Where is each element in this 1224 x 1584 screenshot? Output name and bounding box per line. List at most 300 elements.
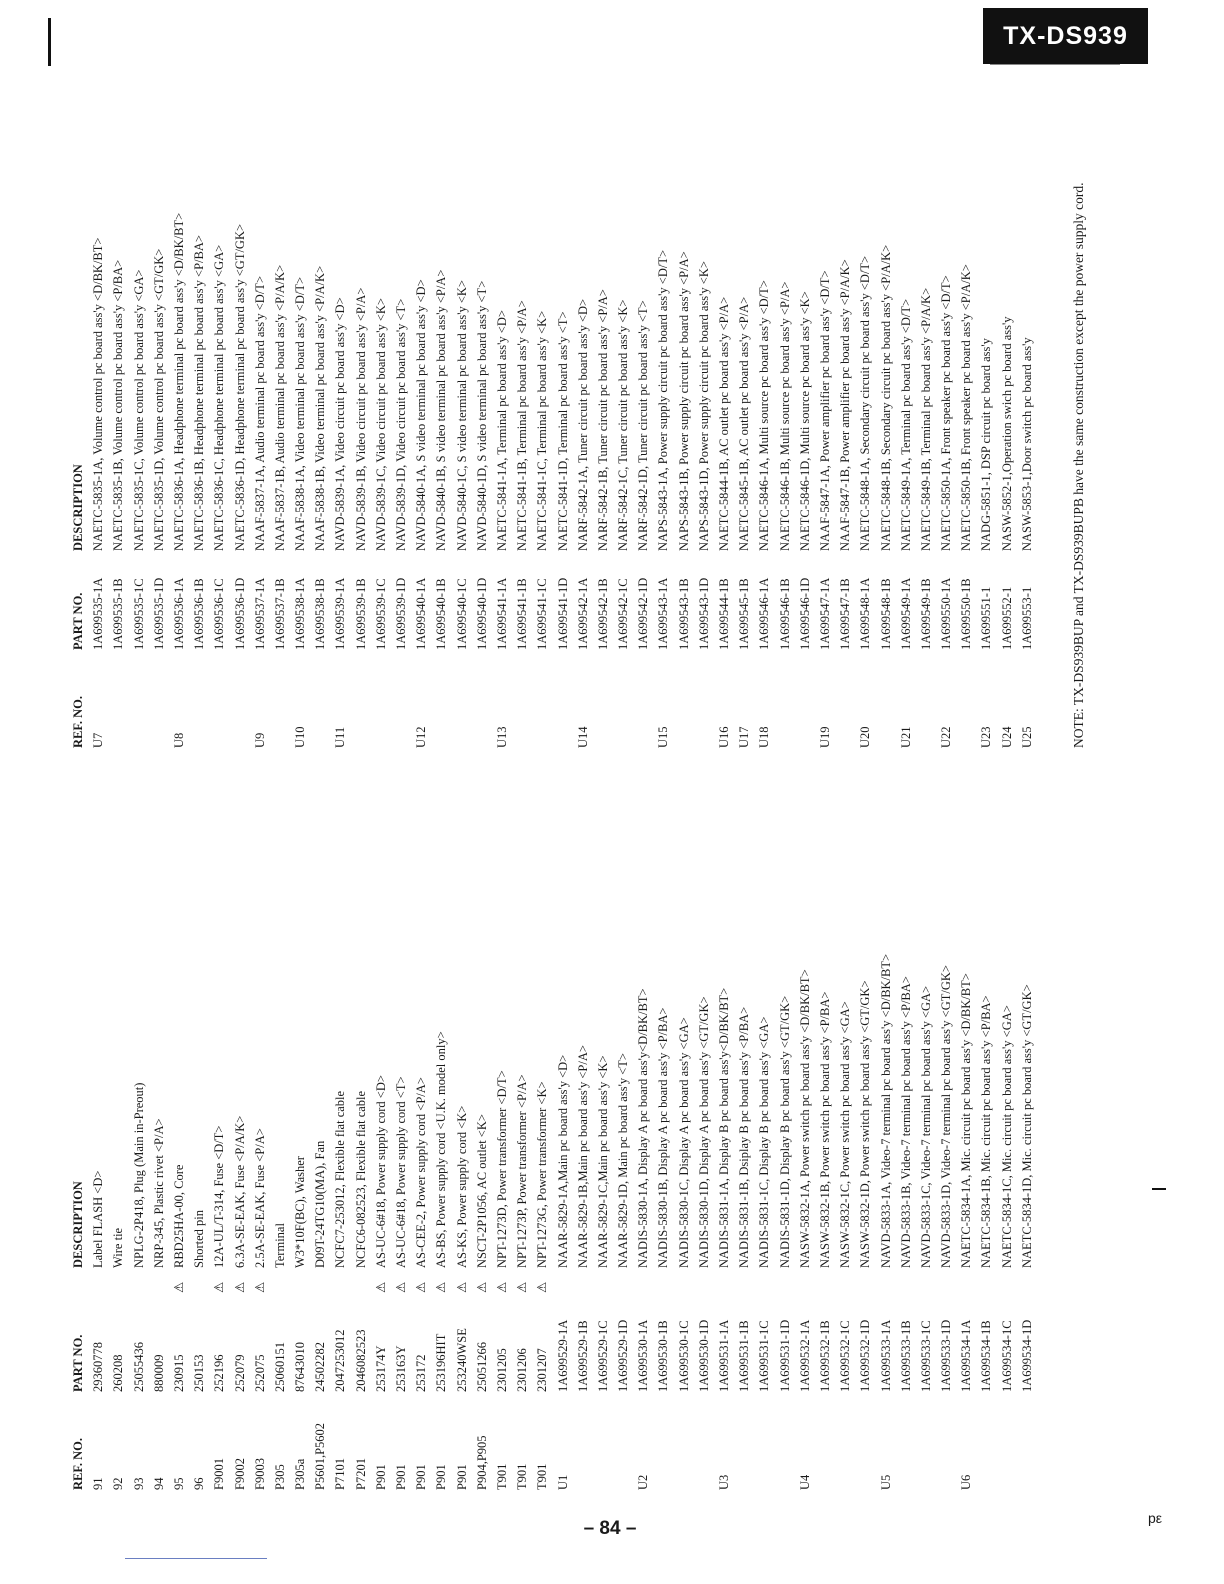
part-no: 230915	[171, 1354, 186, 1392]
part-no: 24502282	[313, 1342, 328, 1392]
warning-triangle-icon	[270, 1268, 290, 1293]
description: NSCT-2P1056, AC outlet <K>	[474, 1114, 489, 1268]
ref-no: U10	[293, 726, 308, 748]
description: NAETC-5835-1D, Volume control pc board ass'y <GT/GK>	[151, 248, 166, 551]
description: NAETC-5836-1B, Headphone terminal pc board ass'y <P/BA>	[192, 235, 207, 551]
table-row	[129, 213, 149, 748]
description: NCFC6-082523, Flexible flat cable	[353, 1090, 368, 1268]
table-row	[250, 954, 270, 1490]
ref-no	[209, 650, 229, 748]
description: 6.3A-SE-EAK, Fuse <P/A/K>	[232, 1115, 247, 1268]
table-row	[209, 954, 229, 1490]
table-row	[411, 213, 431, 748]
table-row	[714, 213, 734, 748]
part-no: 1A699531-1D	[777, 1319, 792, 1392]
part-no: 87643010	[293, 1342, 308, 1392]
ref-no: U3	[717, 1474, 731, 1490]
part-no: 1A699538-1A	[293, 577, 308, 650]
description: NAETC-5841-1A, Terminal pc board ass'y <D>	[494, 310, 509, 551]
description: D09T-24TG10(MA), Fan	[313, 1140, 328, 1268]
ref-no: U15	[656, 726, 671, 748]
part-no: 29360778	[91, 1342, 106, 1392]
ref-no	[916, 1392, 936, 1490]
ref-no	[230, 650, 250, 748]
table-row	[734, 954, 754, 1490]
ref-no	[835, 1392, 855, 1490]
table-row	[492, 954, 512, 1490]
ref-no	[653, 1392, 673, 1490]
description: NAAF-5847-1B, Power amplifier pc board ass'y <P/A/K>	[838, 259, 853, 551]
description: NASW-5832-1D, Power switch pc board ass'y <GT/GK>	[858, 980, 873, 1268]
ref-no	[472, 650, 492, 748]
part-no: 1A699541-1A	[494, 577, 509, 650]
description: AS-KS, Power supply cord <K>	[454, 1105, 469, 1268]
table-row	[270, 954, 290, 1490]
description: 2.5A-SE-EAK, Fuse <P/A>	[252, 1128, 267, 1268]
ref-no	[956, 650, 976, 748]
table-row	[108, 213, 128, 748]
table-row	[149, 213, 169, 748]
ref-no: U11	[333, 726, 348, 748]
part-no: 1A699530-1B	[656, 1320, 671, 1392]
description: NAETC-5841-1C, Terminal pc board ass'y <K>	[535, 310, 550, 551]
ref-no	[532, 650, 552, 748]
description: NAETC-5845-1B, AC outlet pc board ass'y <P/A>	[737, 296, 752, 551]
table-row	[330, 213, 350, 748]
part-no: 1A699532-1C	[838, 1320, 853, 1392]
description: NAETC-5835-1B, Volume control pc board ass'y <P/BA>	[111, 259, 126, 551]
warning-triangle-icon: ⚠	[394, 1281, 408, 1293]
part-no: 880009	[151, 1354, 166, 1392]
part-no: 1A699532-1B	[817, 1320, 832, 1392]
part-no: 1A699547-1A	[817, 577, 832, 650]
description: AS-UC-6#18, Power supply cord <D>	[373, 1075, 388, 1268]
table-row	[189, 954, 209, 1490]
ref-no	[573, 1392, 593, 1490]
description: AS-BS, Power supply cord <U.K. model only>	[434, 1031, 449, 1268]
description: NAETC-5849-1B, Terminal pc board ass'y <P/A/K>	[918, 287, 933, 551]
table-row	[290, 954, 310, 1490]
part-no: 1A699542-1B	[595, 578, 610, 650]
description: NAPS-5843-1B, Power supply circuit pc board ass'y <P/A>	[676, 251, 691, 551]
description: NAAR-5829-1C,Main pc board ass'y <K>	[595, 1055, 610, 1268]
table-row	[754, 954, 774, 1490]
part-no: 2046082523	[353, 1329, 368, 1392]
ref-no: U16	[717, 726, 731, 748]
table-row	[472, 213, 492, 748]
description: NADIS-5831-1D, Display B pc board ass'y <GT/GK>	[777, 995, 792, 1268]
table-row	[876, 213, 896, 748]
description: NAVD-5833-1B, Video-7 terminal pc board ass'y <P/BA>	[898, 976, 913, 1268]
table-row	[835, 954, 855, 1490]
description: NAETC-5846-1B, Multi source pc board ass'y <P/A>	[777, 281, 792, 551]
part-no: 1A699534-1B	[979, 1320, 994, 1392]
part-no: 25055436	[131, 1342, 146, 1392]
warning-triangle-icon	[815, 1268, 835, 1293]
warning-triangle-icon	[694, 1268, 714, 1293]
warning-triangle-icon: ⚠	[494, 1281, 509, 1293]
warning-triangle-icon	[330, 1268, 350, 1293]
description: NRP-345, Plastic rivet <P/A>	[151, 1118, 166, 1268]
description: NAPS-5843-1D, Power supply circuit pc board ass'y <K>	[696, 261, 711, 551]
ref-no: U22	[939, 726, 954, 748]
ref-no: T901	[494, 1463, 509, 1490]
description: NAVD-5833-1C, Video-7 terminal pc board ass'y <GA>	[918, 985, 933, 1268]
warning-triangle-icon: ⚠	[171, 1281, 186, 1293]
ref-no	[512, 650, 532, 748]
ref-no	[1017, 1392, 1037, 1490]
ref-no	[694, 1392, 714, 1490]
table-row	[230, 213, 250, 748]
warning-triangle-icon	[835, 1268, 855, 1293]
warning-triangle-icon	[795, 1268, 815, 1293]
part-no: 1A699546-1A	[757, 577, 772, 650]
table-row	[371, 954, 391, 1490]
part-no: 1A699539-1D	[394, 577, 408, 650]
table-row	[633, 213, 653, 748]
warning-triangle-icon	[855, 1268, 875, 1293]
part-no: 1A699543-1A	[656, 577, 671, 650]
part-no: 253174Y	[373, 1345, 388, 1392]
description: NAAF-5837-1A, Audio terminal pc board ass'y <D/T>	[252, 276, 267, 551]
ref-no: P5601,P5602	[313, 1422, 328, 1490]
part-no: 2301207	[535, 1348, 550, 1392]
description: NADIS-5831-1B, Dsiplay B pc board ass'y <P/BA>	[737, 1006, 752, 1268]
ref-no	[997, 1392, 1017, 1490]
table-row	[391, 213, 411, 748]
description: NAVD-5840-1B, S video terminal pc board ass'y <P/A>	[434, 269, 449, 551]
table-row	[916, 213, 936, 748]
description: Wire tie	[111, 1227, 126, 1268]
description: W3*10F(BC), Washer	[293, 1156, 308, 1268]
table-row	[653, 213, 673, 748]
table-row	[452, 213, 472, 748]
part-no: 1A699538-1B	[313, 578, 328, 650]
table-row	[997, 213, 1017, 748]
ref-no: 93	[131, 1477, 146, 1490]
part-no: 2047253012	[333, 1329, 348, 1392]
table-row	[936, 954, 956, 1490]
part-no: 1A699530-1A	[636, 1319, 651, 1392]
warning-triangle-icon: ⚠	[535, 1281, 550, 1293]
table-row	[169, 213, 189, 748]
part-no: 1A699536-1C	[212, 578, 227, 650]
ref-no: F9002	[232, 1458, 247, 1490]
part-no: 252079	[232, 1354, 247, 1392]
ref-no	[633, 650, 653, 748]
description: NAAF-5838-1A, Video terminal pc board ass'y <D/T>	[293, 276, 308, 551]
description: NAETC-5836-1C, Headphone terminal pc board ass'y <GA>	[212, 244, 227, 551]
ref-no: F9003	[252, 1458, 267, 1490]
ref-no: P901	[414, 1464, 429, 1490]
ref-no	[936, 1392, 956, 1490]
table-row	[734, 213, 754, 748]
ref-no: U9	[252, 732, 267, 748]
part-no: 1A699535-1D	[151, 577, 166, 650]
part-no: 1A699539-1C	[373, 578, 388, 650]
part-no: 250153	[192, 1354, 207, 1392]
ref-no: U4	[797, 1474, 812, 1490]
ref-no	[270, 650, 290, 748]
ref-no	[674, 1392, 694, 1490]
part-no: 1A699537-1A	[252, 577, 267, 650]
description: NPT-1273D, Power transformer <D/T>	[494, 1070, 509, 1268]
ref-no: U14	[575, 726, 590, 748]
table-row	[391, 954, 411, 1490]
warning-triangle-icon	[896, 1268, 916, 1293]
warning-triangle-icon	[290, 1268, 310, 1293]
ref-no: 95	[171, 1477, 186, 1490]
part-no: 1A699531-1C	[757, 1320, 772, 1392]
warning-triangle-icon	[734, 1268, 754, 1293]
description: NAETC-5835-1A, Volume control pc board ass'y <D/BK/BT>	[91, 237, 106, 551]
part-no: 252075	[252, 1354, 267, 1392]
table-row	[674, 954, 694, 1490]
warning-triangle-icon	[189, 1268, 209, 1293]
warning-triangle-icon: ⚠	[434, 1281, 449, 1293]
ref-no	[775, 1392, 795, 1490]
warning-triangle-icon	[876, 1268, 896, 1293]
description: NAETC-5849-1A, Terminal pc board ass'y <D/T>	[898, 298, 913, 551]
part-no: 1A699543-1D	[696, 577, 711, 650]
description: NAVD-5840-1C, S video terminal pc board ass'y <K>	[454, 280, 469, 551]
part-no: 1A699546-1B	[777, 578, 792, 650]
description: NAAR-5829-1D, Main pc board ass'y <T>	[616, 1053, 631, 1268]
part-no: 1A699552-1	[999, 586, 1014, 650]
table-row	[209, 213, 229, 748]
desc-header: DESCRIPTION	[71, 464, 85, 551]
warning-triangle-icon	[129, 1268, 149, 1293]
table-row	[1017, 213, 1037, 748]
part-no: 1A699533-1A	[878, 1319, 893, 1392]
ref-no: U20	[858, 726, 873, 748]
part-no: 1A699542-1D	[636, 577, 651, 650]
description: NAVD-5833-1D, Video-7 terminal pc board ass'y <GT/GK>	[939, 965, 954, 1268]
description: NAETC-5848-1A, Secondary circuit pc board ass'y <D/T>	[858, 255, 873, 551]
ref-no: P7101	[333, 1458, 348, 1490]
ref-no	[976, 1392, 996, 1490]
description: NAVD-5839-1D, Video circuit pc board ass'y <T>	[394, 298, 408, 551]
description: NAETC-5841-1D, Terminal pc board ass'y <T>	[555, 311, 570, 551]
ref-no: P305a	[293, 1458, 308, 1490]
part-no: 1A699540-1A	[414, 577, 429, 650]
part-no: 1A699539-1B	[353, 578, 368, 650]
part-no: 1A699541-1D	[555, 577, 570, 650]
description: NASW-5853-1,Door switch pc board ass'y	[1019, 337, 1034, 551]
description: NAVD-5833-1A, Video-7 terminal pc board ass'y <D/BK/BT>	[878, 953, 893, 1268]
description: NAVD-5840-1A, S video terminal pc board ass'y <D>	[414, 279, 429, 551]
ref-no	[189, 650, 209, 748]
warning-triangle-icon	[149, 1268, 169, 1293]
description: NADIS-5830-1A, Display A pc board ass'y<D/BK/BT>	[636, 988, 651, 1268]
description: NAETC-5848-1B, Secondary circuit pc board ass'y <P/A/K>	[878, 244, 893, 551]
parts-list-rotated	[68, 50, 1098, 1490]
corner-mark: pε	[1148, 1510, 1163, 1526]
part-no: 1A699534-1C	[999, 1320, 1014, 1392]
table-row	[674, 213, 694, 748]
table-row	[88, 213, 108, 748]
description: Shorted pin	[192, 1210, 207, 1268]
table-row	[330, 954, 350, 1490]
description: NAAR-5829-1B,Main pc board ass'y <P/A>	[575, 1045, 590, 1268]
ref-no: U18	[757, 726, 772, 748]
ref-no	[431, 650, 451, 748]
part-no: 1A699548-1B	[878, 578, 893, 650]
table-row	[129, 954, 149, 1490]
warning-triangle-icon: ⚠	[373, 1281, 388, 1293]
page-number: – 84 –	[583, 1518, 637, 1539]
ref-no	[593, 1392, 613, 1490]
description: NPT-1273P, Power transformer <P/A>	[515, 1074, 530, 1268]
part-no: 25060151	[272, 1342, 287, 1392]
table-row	[997, 954, 1017, 1490]
part-no: 1A699531-1A	[717, 1319, 731, 1392]
warning-triangle-icon: ⚠	[474, 1281, 489, 1293]
table-row	[775, 213, 795, 748]
bottom-rule	[125, 1558, 267, 1559]
description: NAAF-5837-1B, Audio terminal pc board ass'y <P/A/K>	[272, 264, 287, 551]
description: 12A-UL/T-314, Fuse <D/T>	[212, 1125, 227, 1268]
warning-triangle-icon	[108, 1268, 128, 1293]
part-no: 1A699541-1C	[535, 578, 550, 650]
ref-no	[593, 650, 613, 748]
warning-triangle-icon	[553, 1268, 573, 1293]
table-row	[532, 954, 552, 1490]
table-row	[714, 954, 734, 1490]
ref-no: U23	[979, 726, 994, 748]
table-row	[795, 954, 815, 1490]
description: NAVD-5839-1B, Video circuit pc board ass'y <P/A>	[353, 287, 368, 551]
part-no: 1A699547-1B	[838, 578, 853, 650]
description: NADG-5851-1, DSP circuit pc board ass'y	[979, 338, 994, 551]
table-row	[411, 954, 431, 1490]
table-row	[855, 954, 875, 1490]
ref-no	[371, 650, 391, 748]
warning-triangle-icon	[633, 1268, 653, 1293]
warning-triangle-icon: ⚠	[232, 1281, 247, 1293]
part-no: 1A699553-1	[1019, 586, 1034, 650]
description: NAETC-5850-1A, Front speaker pc board ass'y <D/T>	[939, 275, 954, 551]
description: AS-CEE-2, Power supply cord <P/A>	[414, 1077, 429, 1268]
part-no: 1A699535-1C	[131, 578, 146, 650]
part-no: 1A699533-1D	[939, 1319, 954, 1392]
warning-triangle-icon	[310, 1268, 330, 1293]
part-no: 1A699534-1D	[1019, 1319, 1034, 1392]
description: NAETC-5846-1A, Multi source pc board ass'y <D/T>	[757, 280, 772, 551]
warning-triangle-icon	[593, 1268, 613, 1293]
ref-no: U12	[414, 726, 429, 748]
warning-triangle-icon	[88, 1268, 108, 1293]
part-no: 1A699550-1A	[939, 577, 954, 650]
table-row	[351, 954, 371, 1490]
part-no: 2301205	[494, 1348, 509, 1392]
table-row	[855, 213, 875, 748]
part-no: 1A699542-1C	[616, 578, 631, 650]
table-row	[795, 213, 815, 748]
part-no: 1A699529-1B	[575, 1320, 590, 1392]
description: NARF-5842-1B, Tuner circuit pc board ass'y <P/A>	[595, 289, 610, 551]
description: NADIS-5831-1C, Display B pc board ass'y <GA>	[757, 1016, 772, 1268]
part-no: 1A699536-1B	[192, 578, 207, 650]
table-row	[976, 213, 996, 748]
part-no: 252196	[212, 1354, 227, 1392]
description: NARF-5842-1D, Tuner circuit pc board ass'y <T>	[636, 300, 651, 551]
warning-triangle-icon: ⚠	[414, 1281, 429, 1293]
ref-no	[775, 650, 795, 748]
part-no: 1A699543-1B	[676, 578, 691, 650]
table-row	[593, 954, 613, 1490]
margin-mark	[48, 18, 51, 66]
description: NAETC-5844-1B, AC outlet pc board ass'y <P/A>	[717, 296, 731, 551]
warning-triangle-icon: ⚠	[252, 1281, 267, 1293]
ref-no: P901	[373, 1464, 388, 1490]
part-no: 1A699545-1B	[737, 578, 752, 650]
warning-triangle-icon	[916, 1268, 936, 1293]
table-row	[694, 213, 714, 748]
part-no: 1A699530-1C	[676, 1320, 691, 1392]
part-no: 1A699551-1	[979, 586, 994, 650]
parts-table-right	[68, 213, 1037, 748]
ref-no: P901	[394, 1464, 408, 1490]
part-no: 1A699534-1A	[959, 1319, 974, 1392]
ref-no	[613, 650, 633, 748]
ref-no: U6	[959, 1474, 974, 1490]
ref-no: 94	[151, 1477, 166, 1490]
part-no: 1A699549-1B	[918, 578, 933, 650]
margin-tick	[1152, 1188, 1166, 1190]
ref-no: 92	[111, 1477, 126, 1490]
description: NAETC-5834-1D, Mic. circuit pc board ass'y <GT/GK>	[1019, 984, 1034, 1268]
part-no: 1A699550-1B	[959, 578, 974, 650]
table-row	[189, 213, 209, 748]
table-row	[452, 954, 472, 1490]
description: NASW-5832-1C, Power switch pc board ass'y <GA>	[838, 1001, 853, 1268]
table-row	[512, 213, 532, 748]
description: NAETC-5836-1D, Headphone terminal pc board ass'y <GT/GK>	[232, 223, 247, 551]
part-no: 1A699549-1A	[898, 577, 913, 650]
description: NAPS-5843-1A, Power supply circuit pc board ass'y <D/T>	[656, 249, 671, 551]
part-no: 1A699546-1D	[797, 577, 812, 650]
part-no: 1A699542-1A	[575, 577, 590, 650]
table-row	[310, 213, 330, 748]
table-row	[553, 213, 573, 748]
part-no: 1A699529-1C	[595, 1320, 610, 1392]
part-no: 1A699536-1D	[232, 577, 247, 650]
description: NAVD-5840-1D, S video terminal pc board ass'y <T>	[474, 280, 489, 551]
part-no: 253196HIT	[434, 1333, 449, 1392]
table-row	[815, 954, 835, 1490]
warning-triangle-icon	[1017, 1268, 1037, 1293]
description: NASW-5832-1B, Power switch pc board ass'y <P/BA>	[817, 991, 832, 1268]
ref-no	[149, 650, 169, 748]
table-row	[250, 213, 270, 748]
part-no: 1A699548-1A	[858, 577, 873, 650]
ref-no: P901	[434, 1464, 449, 1490]
table-row	[633, 954, 653, 1490]
warning-triangle-icon: ⚠	[515, 1281, 530, 1293]
table-row	[956, 213, 976, 748]
description: NAAF-5838-1B, Video terminal pc board ass'y <P/A/K>	[313, 265, 328, 551]
warning-triangle-icon	[936, 1268, 956, 1293]
ref-no	[795, 650, 815, 748]
ref-no	[876, 650, 896, 748]
table-row	[88, 954, 108, 1490]
part-no: 253163Y	[394, 1345, 408, 1392]
description: NAETC-5835-1C, Volume control pc board ass'y <GA>	[131, 269, 146, 551]
table-row	[976, 954, 996, 1490]
table-row	[835, 213, 855, 748]
description: NADIS-5831-1A, Display B pc board ass'y<D/BK/BT>	[717, 987, 731, 1268]
